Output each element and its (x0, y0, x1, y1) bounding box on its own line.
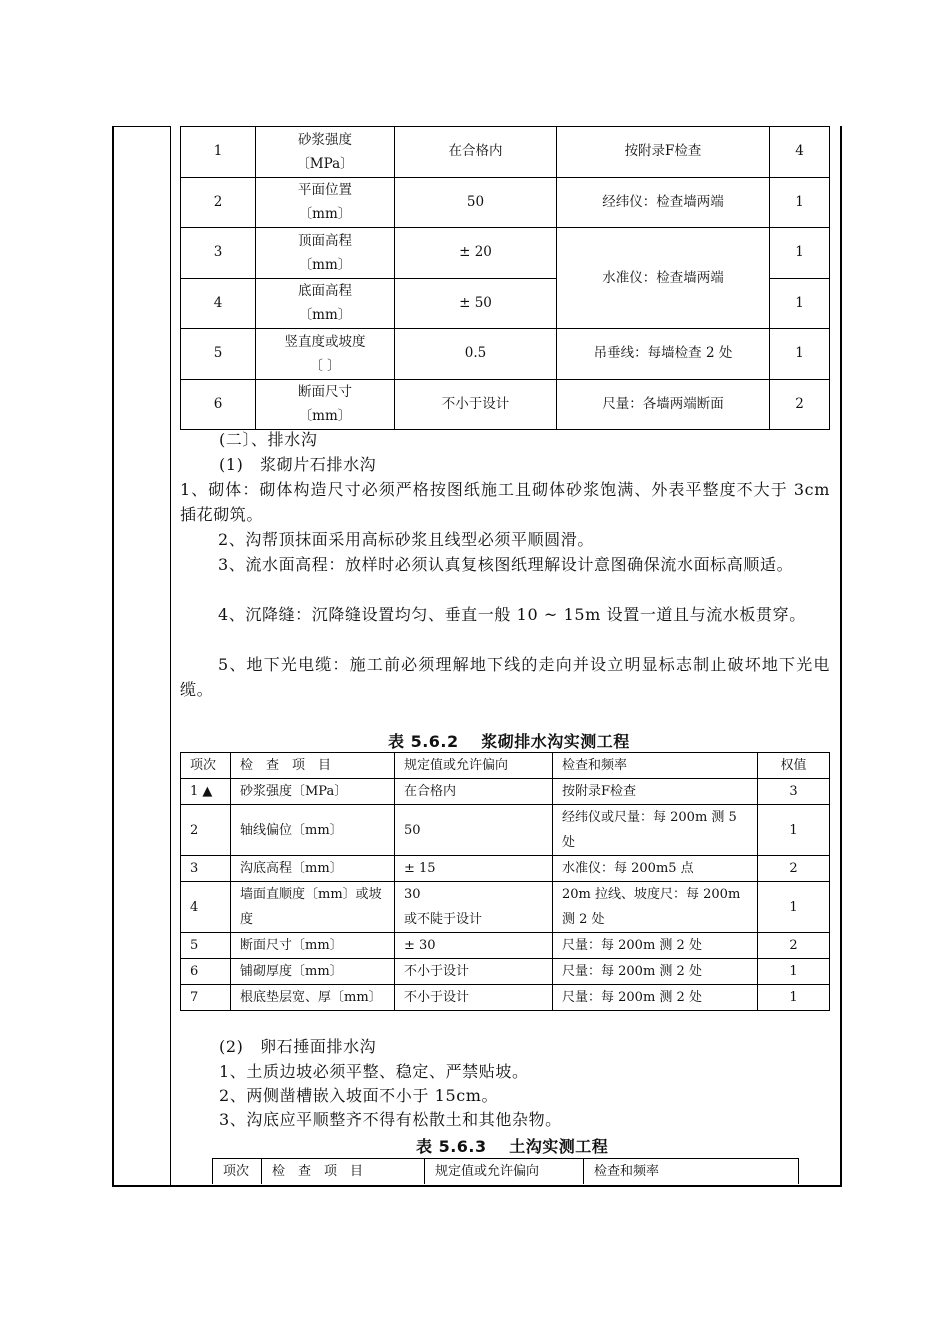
table-row (181, 882, 830, 933)
item-cell: 根底垫层宽、厚〔mm〕 (231, 985, 395, 1011)
header-weight: 权值 (758, 753, 830, 779)
table-row (181, 933, 830, 959)
value-cell: 0.5 (395, 329, 557, 380)
weight-cell: 1 (758, 882, 830, 933)
section-heading-drainage: (二〕、排水沟 (219, 430, 318, 449)
table-row (181, 856, 830, 882)
value-cell: 不小于设计 (395, 959, 553, 985)
header-item: 检 查 项 目 (262, 1159, 425, 1185)
value-cell: ± 15 (395, 856, 553, 882)
value-cell: 30 或不陡于设计 (395, 882, 553, 933)
method-cell: 水准仪：检查墙两端 (557, 228, 770, 329)
row-number: 1 (181, 127, 256, 178)
weight-cell: 1 (758, 959, 830, 985)
header-item: 检 查 项 目 (231, 753, 395, 779)
value-cell: 在合格内 (395, 779, 553, 805)
method-cell: 尺量：每 200m 测 2 处 (553, 985, 758, 1011)
table2-title: 表 5.6.2 浆砌排水沟实测工程 (388, 732, 630, 751)
weight-cell: 3 (758, 779, 830, 805)
weight-cell: 1 (758, 805, 830, 856)
header-no: 项次 (213, 1159, 262, 1185)
item-cell: 砂浆强度 〔MPa〕 (256, 127, 395, 178)
row-number: 5 (181, 933, 231, 959)
table-row (181, 329, 830, 380)
method-cell: 经纬仪：检查墙两端 (557, 177, 770, 228)
item-cell: 轴线偏位〔mm〕 (231, 805, 395, 856)
value-cell: 不小于设计 (395, 379, 557, 430)
item-cell: 断面尺寸 〔mm〕 (256, 379, 395, 430)
retaining-wall-inspection-table (180, 126, 830, 430)
table-row (181, 177, 830, 228)
row-number: 3 (181, 228, 256, 279)
method-cell: 20m 拉线、坡度尺：每 200m 测 2 处 (553, 882, 758, 933)
header-value: 规定值或允许偏向 (395, 753, 553, 779)
paragraph-slope: 1、土质边坡必须平整、稳定、严禁贴坡。 (219, 1062, 529, 1081)
row-number: 4 (181, 882, 231, 933)
paragraph-groove: 2、两侧凿槽嵌入坡面不小于 15cm。 (219, 1086, 499, 1105)
method-cell: 按附录F检查 (557, 127, 770, 178)
row-number: 5 (181, 329, 256, 380)
weight-cell: 2 (770, 379, 830, 430)
row-number: 2 (181, 805, 231, 856)
table-header-row (181, 753, 830, 779)
row-number: 3 (181, 856, 231, 882)
item-cell: 墙面直顺度〔mm〕或坡度 (231, 882, 395, 933)
table3-title: 表 5.6.3 土沟实测工程 (416, 1137, 609, 1156)
table-row (181, 127, 830, 178)
item-cell: 铺砌厚度〔mm〕 (231, 959, 395, 985)
paragraph-plaster: 2、沟帮顶抹面采用高标砂浆且线型必须平顺圆滑。 (218, 530, 594, 549)
value-cell: ± 50 (395, 278, 557, 329)
paragraph-flow-elevation: 3、流水面高程：放样时必须认真复核图纸理解设计意图确保流水面标高顺适。 (218, 555, 794, 574)
frame-divider (170, 126, 171, 1185)
weight-cell: 4 (770, 127, 830, 178)
table-row (181, 779, 830, 805)
header-method: 检查和频率 (584, 1159, 799, 1185)
header-no: 项次 (181, 753, 231, 779)
table-row (181, 805, 830, 856)
table-row (181, 985, 830, 1011)
table-row (181, 228, 830, 279)
value-cell: ± 30 (395, 933, 553, 959)
paragraph-masonry: 1、砌体：砌体构造尺寸必须严格按图纸施工且砌体砂浆饱满、外表平整度不大于 3cm 插花砌筑。 (180, 480, 830, 524)
value-cell: 不小于设计 (395, 985, 553, 1011)
method-cell: 吊垂线：每墙检查 2 处 (557, 329, 770, 380)
item-cell: 断面尺寸〔mm〕 (231, 933, 395, 959)
weight-cell: 2 (758, 933, 830, 959)
value-cell: 50 (395, 805, 553, 856)
header-method: 检查和频率 (553, 753, 758, 779)
item-cell: 顶面高程 〔mm〕 (256, 228, 395, 279)
weight-cell: 1 (770, 278, 830, 329)
paragraph-underground-cable: 5、地下光电缆：施工前必须理解地下线的走向并设立明显标志制止破坏地下光电缆。 (180, 655, 830, 699)
row-number: 2 (181, 177, 256, 228)
item-cell: 砂浆强度〔MPa〕 (231, 779, 395, 805)
row-number: 4 (181, 278, 256, 329)
frame-top-stub (112, 126, 170, 127)
method-cell: 尺量：每 200m 测 2 处 (553, 959, 758, 985)
weight-cell: 1 (770, 228, 830, 279)
item-cell: 底面高程 〔mm〕 (256, 278, 395, 329)
table-row (181, 959, 830, 985)
paragraph-ditch-bottom: 3、沟底应平顺整齐不得有松散土和其他杂物。 (219, 1110, 562, 1129)
weight-cell: 2 (758, 856, 830, 882)
subsection-heading-pebble: (2) 卵石捶面排水沟 (219, 1037, 377, 1056)
method-cell: 水准仪：每 200m5 点 (553, 856, 758, 882)
subsection-heading-masonry: (1) 浆砌片石排水沟 (219, 455, 377, 474)
row-number: 6 (181, 959, 231, 985)
weight-cell: 1 (758, 985, 830, 1011)
value-cell: 在合格内 (395, 127, 557, 178)
table-header-row (213, 1159, 799, 1185)
drainage-inspection-table (180, 752, 830, 1011)
weight-cell: 1 (770, 329, 830, 380)
paragraph-settlement-joint: 4、沉降缝：沉降缝设置均匀、垂直一般 10 ~ 15m 设置一道且与流水板贯穿。 (218, 605, 806, 624)
row-number: 6 (181, 379, 256, 430)
method-cell: 尺量：每 200m 测 2 处 (553, 933, 758, 959)
header-value: 规定值或允许偏向 (425, 1159, 584, 1185)
method-cell: 经纬仪或尺量：每 200m 测 5 处 (553, 805, 758, 856)
weight-cell: 1 (770, 177, 830, 228)
value-cell: 50 (395, 177, 557, 228)
value-cell: ± 20 (395, 228, 557, 279)
item-cell: 平面位置 〔mm〕 (256, 177, 395, 228)
table-row (181, 379, 830, 430)
row-number: 7 (181, 985, 231, 1011)
row-number: 1 ▲ (181, 779, 231, 805)
method-cell: 尺量：各墙两端断面 (557, 379, 770, 430)
item-cell: 沟底高程〔mm〕 (231, 856, 395, 882)
earth-ditch-inspection-table (212, 1158, 799, 1184)
method-cell: 按附录F检查 (553, 779, 758, 805)
item-cell: 竖直度或坡度 〔 〕 (256, 329, 395, 380)
